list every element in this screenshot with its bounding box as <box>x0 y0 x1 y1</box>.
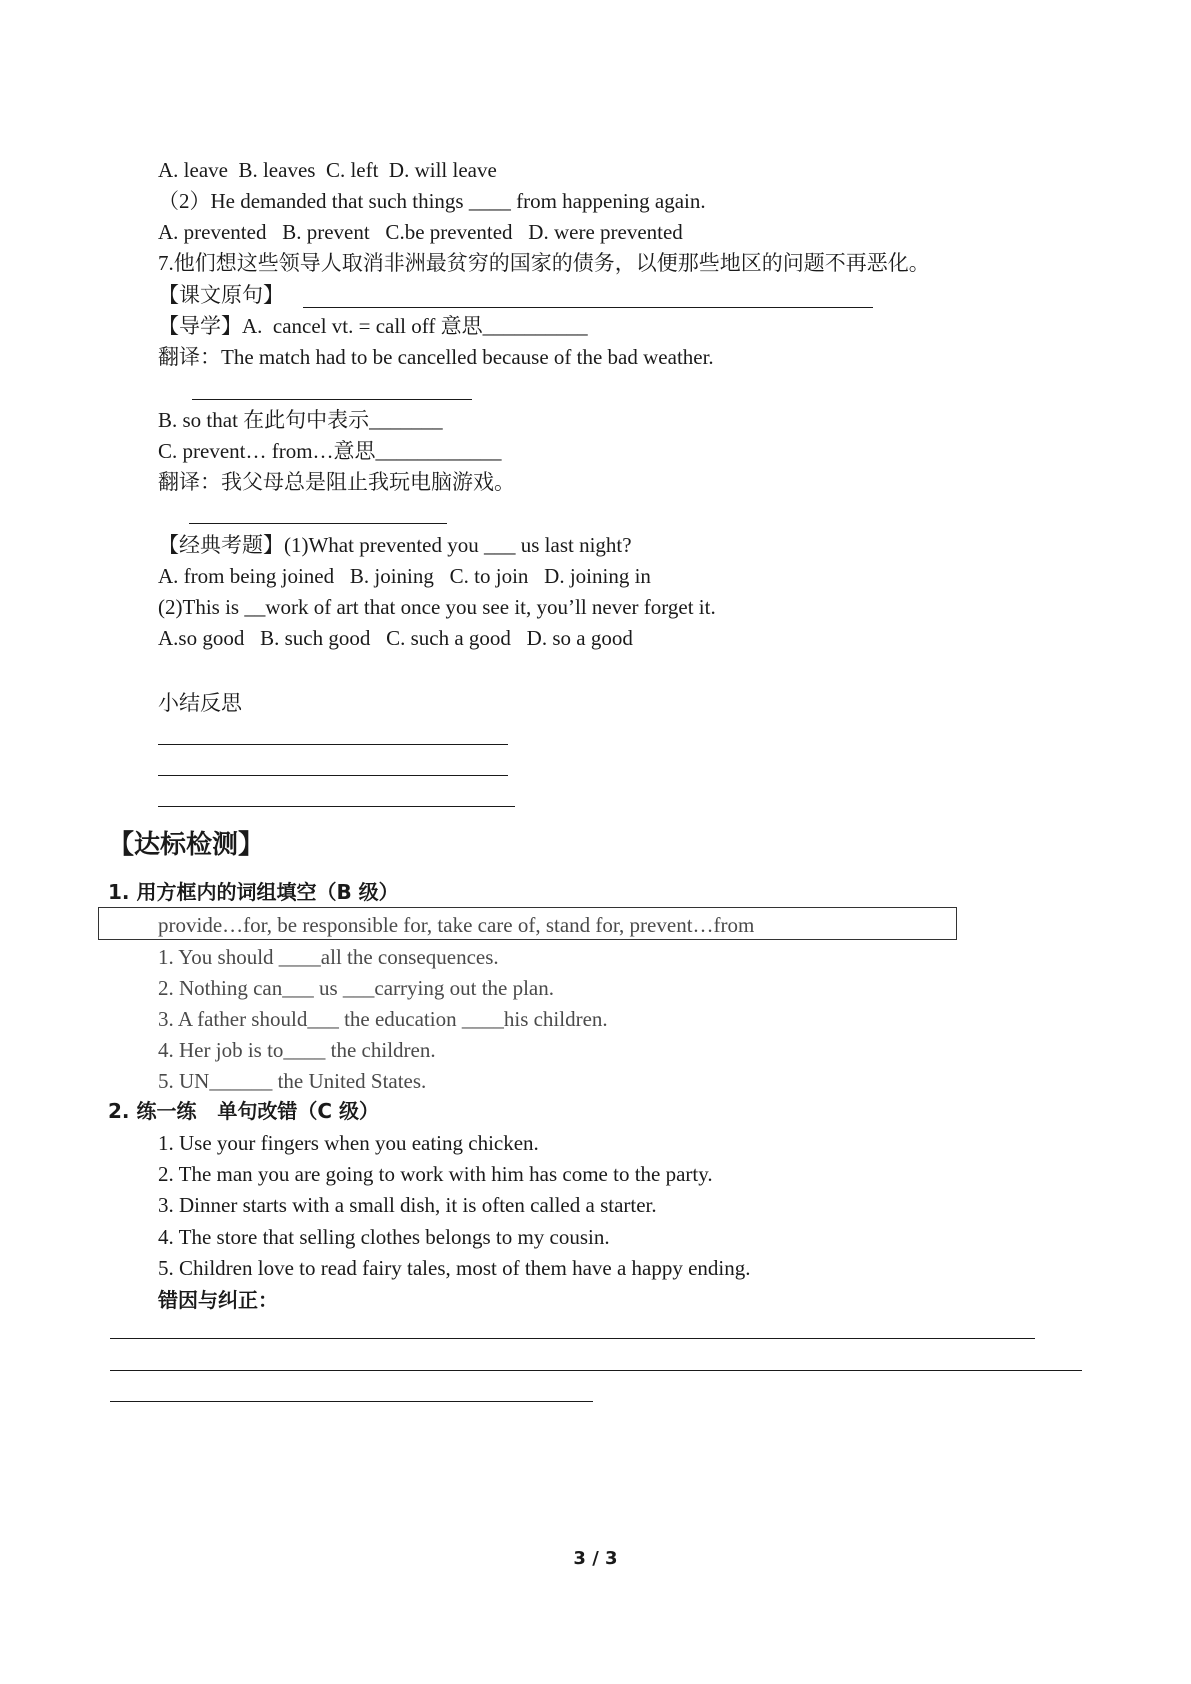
part1-item: 3. A father should___ the education ____his children. <box>158 1007 608 1031</box>
part2-item: 5. Children love to read fairy tales, most of them have a happy ending. <box>158 1256 751 1280</box>
q7-translate-1: 翻译：The match had to be cancelled because of the bad weather. <box>158 345 714 369</box>
q6-options-1: A. leave B. leaves C. left D. will leave <box>158 158 497 182</box>
part1-item: 5. UN______ the United States. <box>158 1069 427 1093</box>
q7-classic-1-options: A. from being joined B. joining C. to join D. joining in <box>158 564 651 588</box>
q7-translate-2: 翻译：我父母总是阻止我玩电脑游戏。 <box>158 470 515 494</box>
q7-guide-b: B. so that 在此句中表示_______ <box>158 408 443 432</box>
part1-title: 1. 用方框内的词组填空（B 级） <box>108 880 399 904</box>
q7-guide-c: C. prevent… from…意思____________ <box>158 439 502 463</box>
page-number: 3 / 3 <box>573 1548 618 1569</box>
q6-item-2: （2）He demanded that such things ____ from happening again. <box>158 189 706 213</box>
part2-item: 4. The store that selling clothes belongs to my cousin. <box>158 1225 610 1249</box>
correction-line <box>110 1401 593 1402</box>
q7-sentence: 7.他们想这些领导人取消非洲最贫穷的国家的债务，以便那些地区的问题不再恶化。 <box>158 251 930 275</box>
part2-item: 2. The man you are going to work with him has come to the party. <box>158 1162 713 1186</box>
q7-original-answer-line <box>303 307 873 308</box>
part2-item: 3. Dinner starts with a small dish, it is often called a starter. <box>158 1193 657 1217</box>
q7-classic-1: 【经典考题】(1)What prevented you ___ us last night? <box>158 533 632 557</box>
part2-title: 2. 练一练 单句改错（C 级） <box>108 1099 380 1123</box>
q7-translate-1-answer-line <box>192 399 472 400</box>
summary-label: 小结反思 <box>158 691 242 715</box>
q6-options-2: A. prevented B. prevent C.be prevented D. were prevented <box>158 220 683 244</box>
correction-line <box>110 1370 1082 1371</box>
q7-translate-2-answer-line <box>189 523 447 524</box>
summary-line <box>158 744 508 745</box>
q7-guide-a: 【导学】A. cancel vt. = call off 意思__________ <box>158 314 588 338</box>
q7-classic-2: (2)This is __work of art that once you see it, you’ll never forget it. <box>158 595 716 619</box>
phrase-box-text: provide…for, be responsible for, take care of, stand for, prevent…from <box>158 913 755 937</box>
q7-original-label: 【课文原句】 <box>158 283 284 307</box>
summary-line <box>158 806 515 807</box>
part1-item: 1. You should ____all the consequences. <box>158 945 499 969</box>
correction-label: 错因与纠正： <box>158 1288 278 1312</box>
q7-classic-2-options: A.so good B. such good C. such a good D. so a good <box>158 626 633 650</box>
correction-line <box>110 1338 1035 1339</box>
part1-item: 2. Nothing can___ us ___carrying out the plan. <box>158 976 555 1000</box>
section-heading: 【达标检测】 <box>108 830 265 860</box>
part1-item: 4. Her job is to____ the children. <box>158 1038 436 1062</box>
summary-line <box>158 775 508 776</box>
part2-item: 1. Use your fingers when you eating chicken. <box>158 1131 539 1155</box>
